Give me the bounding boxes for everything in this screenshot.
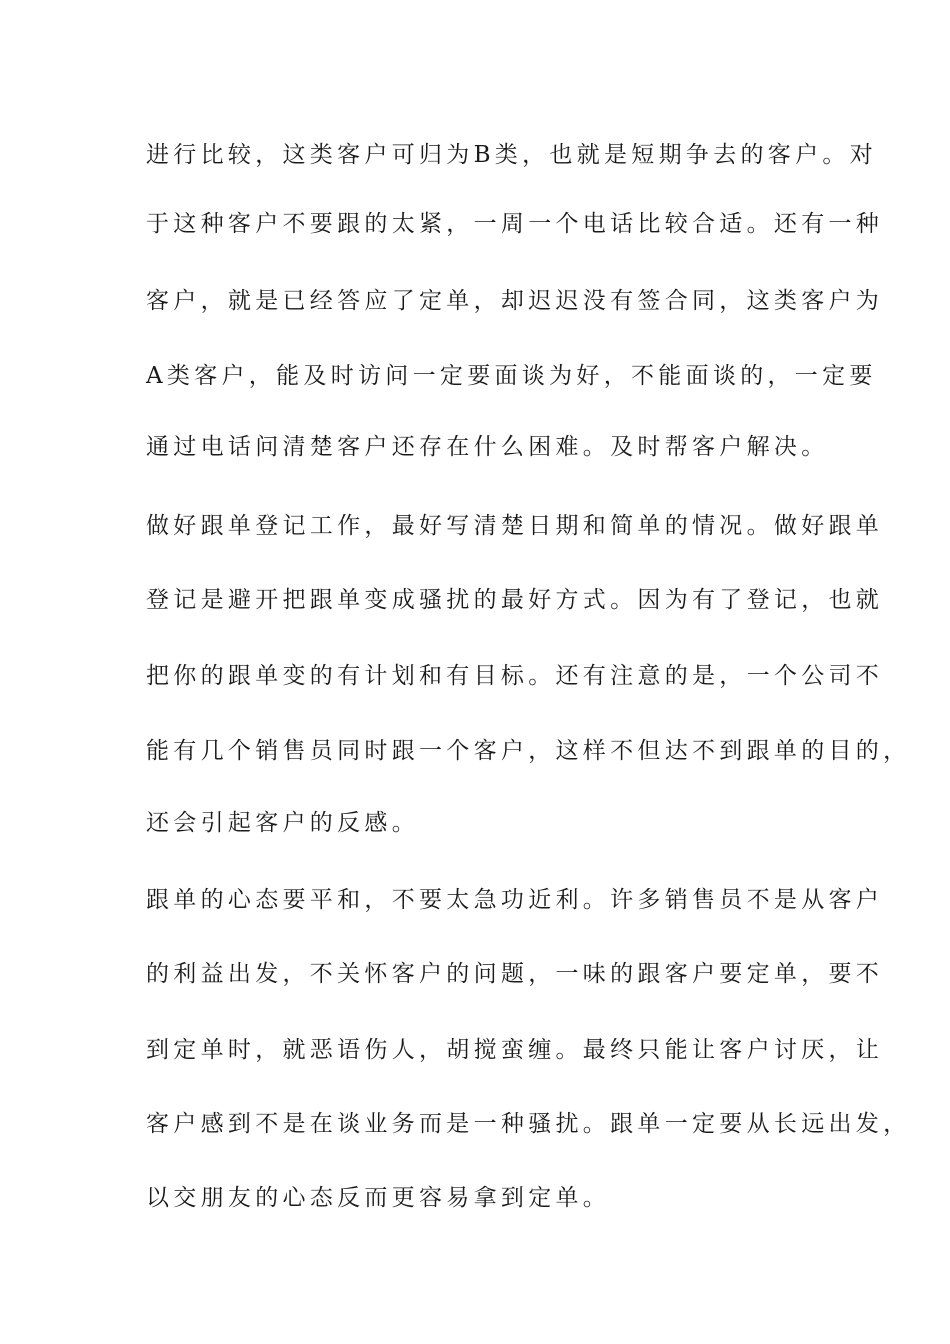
text-line: 客户，就是已经答应了定单，却迟迟没有签合同，这类客户为 [146, 288, 884, 314]
text-line: 进行比较，这类客户可归为B类，也就是短期争去的客户。对 [146, 142, 878, 168]
text-line: 能有几个销售员同时跟一个客户，这样不但达不到跟单的目的， [146, 738, 911, 764]
text-line: 通过电话问清楚客户还存在什么困难。及时帮客户解决。 [146, 434, 829, 460]
text-line: 跟单的心态要平和，不要太急功近利。许多销售员不是从客户 [146, 887, 884, 913]
text-line: A类客户，能及时访问一定要面谈为好，不能面谈的，一定要 [146, 363, 877, 389]
text-line: 到定单时，就恶语伤人，胡搅蛮缠。最终只能让客户讨厌，让 [146, 1037, 884, 1063]
text-line: 的利益出发，不关怀客户的问题，一味的跟客户要定单，要不 [146, 961, 884, 987]
text-line: 于这种客户不要跟的太紧，一周一个电话比较合适。还有一种 [146, 211, 884, 237]
text-line: 以交朋友的心态反而更容易拿到定单。 [146, 1185, 611, 1211]
text-line: 客户感到不是在谈业务而是一种骚扰。跟单一定要从长远出发， [146, 1111, 911, 1137]
text-line: 登记是避开把跟单变成骚扰的最好方式。因为有了登记，也就 [146, 587, 884, 613]
text-line: 把你的跟单变的有计划和有目标。还有注意的是，一个公司不 [146, 663, 884, 689]
text-line: 做好跟单登记工作，最好写清楚日期和简单的情况。做好跟单 [146, 513, 884, 539]
text-line: 还会引起客户的反感。 [146, 810, 419, 836]
